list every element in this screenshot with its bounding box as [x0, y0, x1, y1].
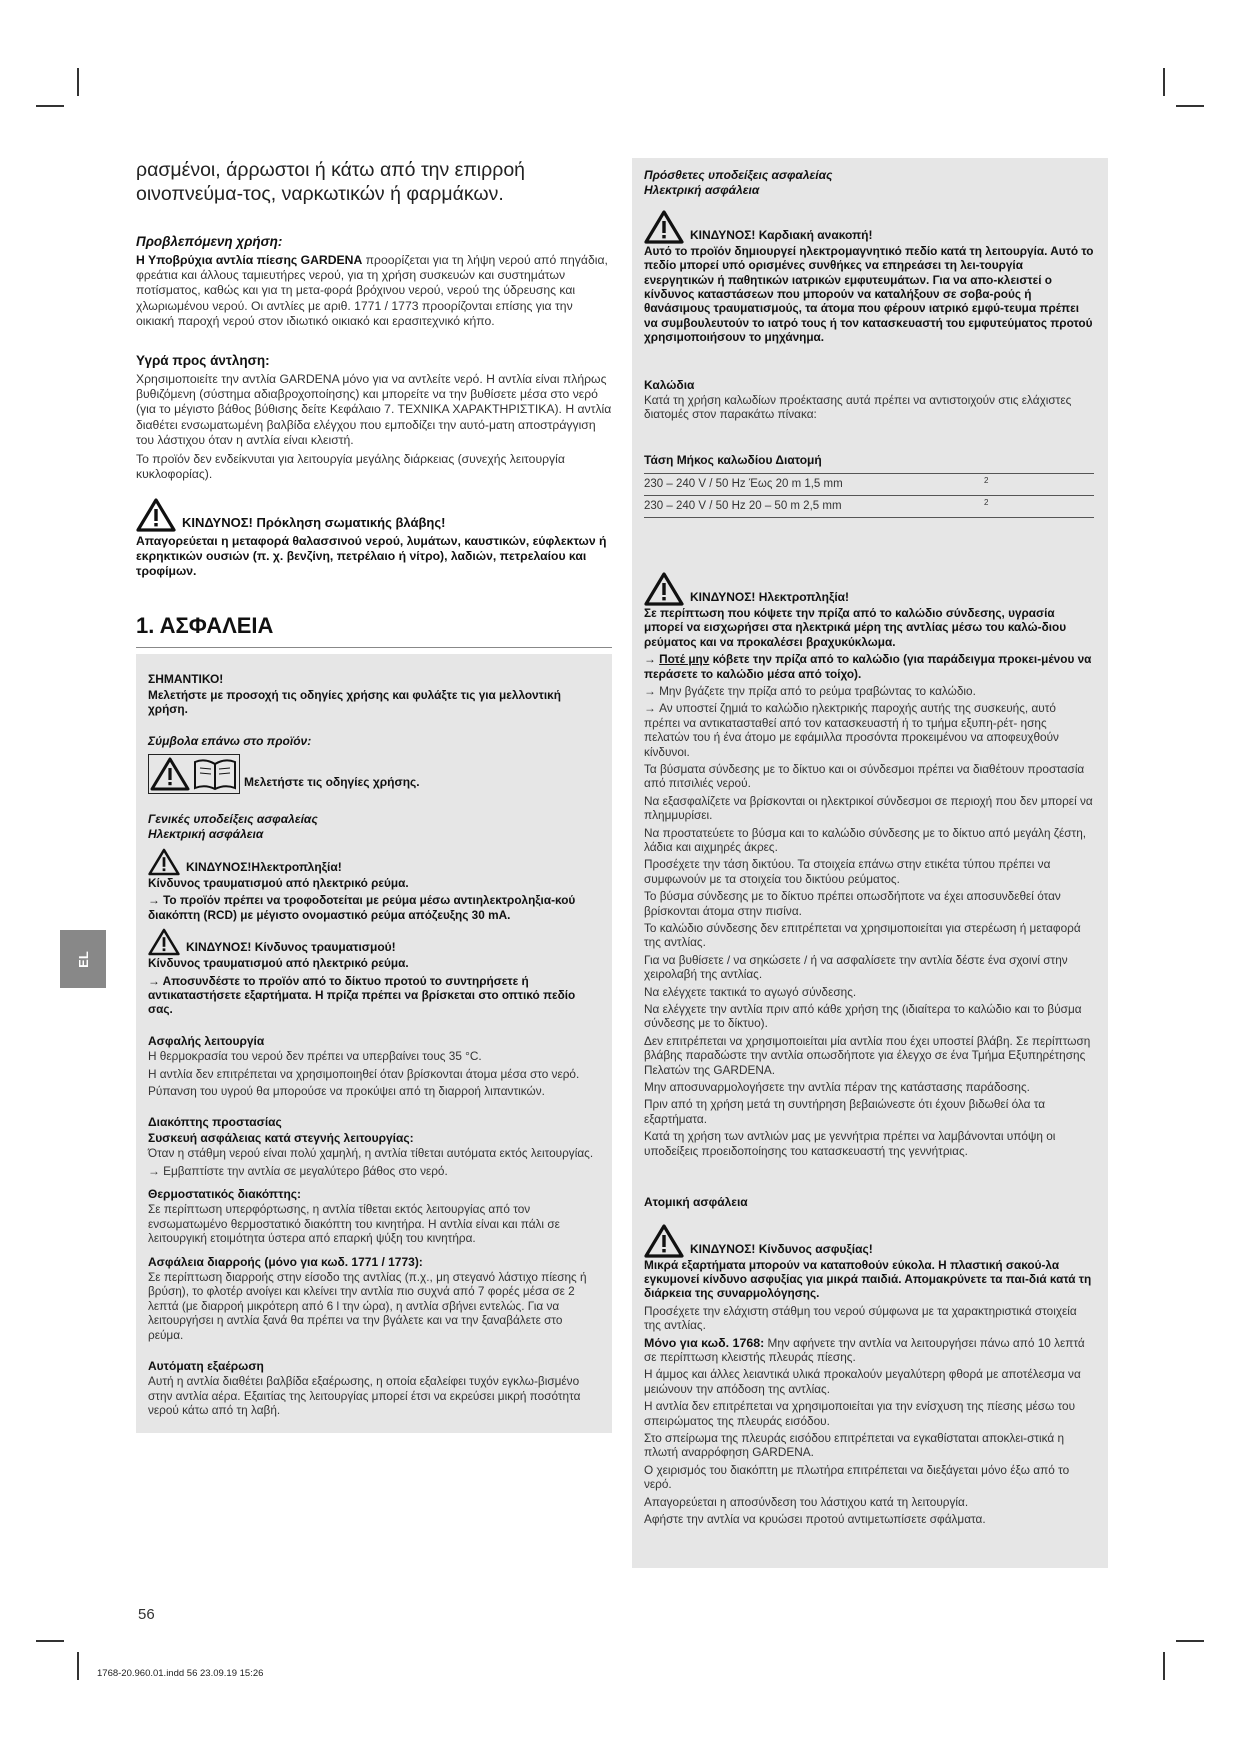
- shock-warning: [644, 572, 1094, 759]
- cardiac-warning: [644, 210, 1094, 345]
- electrical-paragraph: Να ελέγχετε την αντλία πριν από κάθε χρήση της (ιδιαίτερα το καλώδιο και το βύσμα σύνδεσης με το δίκτυο).: [644, 1002, 1082, 1031]
- electrical-paragraph: Κατά τη χρήση των αντλιών μας με γεννήτρια πρέπει να λαμβάνονται υπόψη οι υποδείξεις προειδοποίησης του κατασκευαστή της γεννήτριας.: [644, 1129, 1056, 1158]
- electrical-paragraph: Για να βυθίσετε / να σηκώσετε / ή να ασφαλίσετε την αντλία δέστε ένα σχοινί στην χειρολαβή της αντλίας.: [644, 952, 1068, 982]
- dry-run-heading: Συσκευή ασφάλειας κατά στεγνής λειτουργίας:: [148, 1130, 414, 1145]
- electrical-paragraph: Το καλώδιο σύνδεσης δεν επιτρέπεται να χρησιμοποιείται για στερέωση ή μεταφορά της αντλίας.: [644, 921, 1081, 950]
- liquids-text-2: Το προϊόν δεν ενδείκνυται για λειτουργία μεγάλης διάρκειας (συνεχής λειτουργία κυκλοφορίας).: [136, 452, 565, 482]
- thermostat-text: Σε περίπτωση υπερφόρτωσης, η αντλία τίθεται εκτός λειτουργίας από τον ενσωματωμένο θερμοστατικό διακόπτη του κινητήρα. Η αντλία είναι και πάλι σε λειτουργική ετοιμότητα ύστερα από επαρκή ψύξη του κινητήρα.: [148, 1202, 560, 1246]
- danger-injury2-item: → Αποσυνδέστε το προϊόν από το δίκτυο προτού το συντηρήσετε ή αντικαταστήσετε εξαρτήματα. Η πρίζα πρέπει να βρίσκεται στο οπτικό πεδίο σας.: [148, 973, 576, 1017]
- left-column: [136, 158, 612, 1433]
- personal-paragraph: Στο σπείρωμα της πλευράς εισόδου επιτρέπεται να εγκαθίσταται αποκλει-στικά η πλωτή αναρρόφηση GARDENA.: [644, 1430, 1065, 1460]
- shock-body: Σε περίπτωση που κόψετε την πρίζα από το καλώδιο σύνδεσης, υγρασία μπορεί να εισχωρήσει στα ηλεκτρικά μέρη της αντλίας μέσω του καλώ-διου ρεύματος και να προκαλέσει βραχυκύκλωμα.: [644, 605, 1067, 649]
- electrical-paragraph: Να προστατεύετε το βύσμα και το καλώδιο σύνδεσης με το δίκτυο από μεγάλη ζέστη, λάδια και αιχμηρές άκρες.: [644, 825, 1087, 854]
- cable-table-header: Τάση Μήκος καλωδίου Διατομή: [644, 449, 1094, 474]
- personal-paragraph: Αφήστε την αντλία να κρυώσει προτού αντιμετωπίσετε σφάλματα.: [644, 1512, 986, 1526]
- crop-mark: [1163, 1652, 1165, 1680]
- crop-mark: [36, 1640, 64, 1642]
- additional-safety-heading: Πρόσθετες υποδείξεις ασφαλείας: [644, 168, 833, 182]
- electrical-paragraph: Πριν από τη χρήση μετά τη συντήρηση βεβαιώνεστε ότι έχουν βιδωθεί όλα τα εξαρτήματα.: [644, 1097, 1046, 1126]
- shock-item-1: → Ποτέ μην κόβετε την πρίζα από το καλώδιο (για παράδειγμα προκει-μένου να περάσετε το καλώδιο μέσα από τοίχο).: [644, 652, 1092, 681]
- thermostat-heading: Θερμοστατικός διακόπτης:: [148, 1186, 302, 1201]
- danger-injury2-warning: [148, 928, 598, 1017]
- danger-injury-warning: [136, 498, 612, 579]
- cable-table-row: 230 – 240 V / 50 Hz Έως 20 m 1,5 mm 2: [644, 474, 1094, 496]
- cable-table: [644, 449, 1094, 518]
- personal-paragraph: Προσέχετε την ελάχιστη στάθμη του νερού σύμφωνα με τα χαρακτηριστικά στοιχεία της αντλίας.: [644, 1303, 1077, 1333]
- important-text: Μελετήστε με προσοχή τις οδηγίες χρήσης και φυλάξτε τις για μελλοντική χρήση.: [148, 687, 561, 717]
- warning-triangle-icon: [136, 498, 176, 532]
- crop-mark: [1176, 1640, 1204, 1642]
- symbols-heading: Σύμβολα επάνω στο προϊόν:: [148, 733, 312, 748]
- safety-box: [136, 654, 612, 1432]
- additional-safety-box: [632, 158, 1108, 1568]
- personal-paragraph: Απαγορεύεται η αποσύνδεση του λάστιχου κατά τη λειτουργία.: [644, 1494, 969, 1509]
- intended-use-text: Η Υποβρύχια αντλία πίεσης GARDENA προορίζεται για τη λήψη νερού από πηγάδια, φρεάτια και άλλους ταμιευτήρες νερού, για τη χρήση συσκευών και συστημάτων ποτίσματος, καθώς και για τη μετα-φορά βρόχινου νερού, νερού της ύδρευσης και χλωριωμένου νερού. Οι αντλίες με αριθ. 1771 / 1773 προορίζονται επίσης για την οικιακή παροχή νερού στον ιδιωτικό οικιακό και ερασιτεχνικό κήπο.: [136, 253, 608, 328]
- warning-triangle-icon: [644, 1224, 684, 1258]
- crop-mark: [1163, 68, 1165, 96]
- warning-triangle-icon: [148, 928, 180, 956]
- section-title: 1. ΑΣΦΑΛΕΙΑ: [136, 613, 274, 639]
- cables-text: Κατά τη χρήση καλωδίων προέκτασης αυτά πρέπει να αντιστοιχούν στις ελάχιστες διατομές στον παρακάτω πίνακα:: [644, 393, 1072, 422]
- personal-paragraph: Η άμμος και άλλες λειαντικά υλικά προκαλούν μεγαλύτερη φθορά με αποτέλεσμα να μειώνουν την απόδοση της αντλίας.: [644, 1367, 1081, 1396]
- cable-table-row: 230 – 240 V / 50 Hz 20 – 50 m 2,5 mm 2: [644, 496, 1094, 518]
- personal-paragraph: Η αντλία δεν επιτρέπεται να χρησιμοποιείται για την ενίσχυση της πίεσης μέσω του σπειρώματος της πλευράς εισόδου.: [644, 1399, 1076, 1428]
- language-tab: EL: [60, 930, 106, 988]
- warning-triangle-icon: [644, 210, 684, 244]
- cardiac-title: ΚΙΝΔΥΝΟΣ! Καρδιακή ανακοπή!: [690, 227, 873, 242]
- personal-paragraph-1768: Μόνο για κωδ. 1768: Μην αφήνετε την αντλία να λειτουργήσει πάνω από 10 λεπτά σε περίπτωση κλειστής πλευράς πίεσης.: [644, 1335, 1085, 1364]
- print-footer: 1768-20.960.01.indd 56 23.09.19 15:26: [97, 1668, 264, 1679]
- danger-injury2-title: ΚΙΝΔΥΝΟΣ! Κίνδυνος τραυματισμού!: [186, 940, 396, 955]
- shock-item-3: → Αν υποστεί ζημιά το καλώδιο ηλεκτρικής παροχής αυτής της συσκευής, αυτό πρέπει να αντικατασταθεί από τον κατασκευαστή ή το τμήμα εξυπη-ρέτ- ησης πελατών του ή ένα άτομο με εφάμιλλα προσόντα προκειμένου να αποφευχθούν κίνδυνοι.: [644, 701, 1059, 759]
- venting-heading: Αυτόματη εξαέρωση: [148, 1359, 264, 1374]
- danger-injury-body: Απαγορεύεται η μεταφορά θαλασσινού νερού, λυμάτων, καυστικών, εύφλεκτων ή εκρηκτικών ουσιών (π. χ. βενζίνη, πετρέλαιο ή νίτρο), λαδιών, πετρελαίου και τροφίμων.: [136, 534, 607, 579]
- right-column: [632, 158, 1108, 1568]
- safe-operation-text-1: Η θερμοκρασία του νερού δεν πρέπει να υπερβαίνει τους 35 °C.: [148, 1049, 482, 1064]
- danger-shock-item: → Το προϊόν πρέπει να τροφοδοτείται με ρεύμα μέσω αντιηλεκτροληξια-κού διακόπτη (RCD) με μέγιστο ονομαστικό ρεύμα απόζευξης 30 mA.: [148, 893, 576, 922]
- dry-run-item: → Εμβαπτίστε την αντλία σε μεγαλύτερο βάθος στο νερό.: [148, 1163, 448, 1178]
- electrical-safety-heading: Ηλεκτρική ασφάλεια: [148, 827, 264, 842]
- leak-heading: Ασφάλεια διαρροής (μόνο για κωδ. 1771 / 1773):: [148, 1254, 423, 1269]
- crop-mark: [77, 1652, 79, 1680]
- symbols-text: Μελετήστε τις οδηγίες χρήσης.: [244, 775, 420, 790]
- electrical-paragraph: Μην αποσυναρμολογήσετε την αντλία πέραν της κατάστασης παράδοσης.: [644, 1080, 1030, 1095]
- warning-triangle-icon: [148, 848, 180, 876]
- electrical-paragraph: Τα βύσματα σύνδεσης με το δίκτυο και οι σύνδεσμοι πρέπει να διαθέτουν προστασία από πιτσιλιές νερού.: [644, 761, 1085, 791]
- protection-switch-heading: Διακόπτης προστασίας: [148, 1115, 282, 1130]
- suffocation-title: ΚΙΝΔΥΝΟΣ! Κίνδυνος ασφυξίας!: [690, 1241, 873, 1256]
- electrical-safety-heading: Ηλεκτρική ασφάλεια: [644, 183, 760, 198]
- venting-text: Αυτή η αντλία διαθέτει βαλβίδα εξαέρωσης, η οποία εξαλείφει τυχόν εγκλω-βισμένο στην αντλία αέρα. Εξαιτίας της λειτουργίας μπορεί έτσι να εκρεύσει μικρή ποσότητα νερού κάτω από τη λαβή.: [148, 1374, 581, 1418]
- crop-mark: [77, 68, 79, 96]
- safe-operation-heading: Ασφαλής λειτουργία: [148, 1033, 265, 1048]
- symbol-frame: [148, 754, 240, 794]
- crop-mark: [1176, 105, 1204, 107]
- warning-triangle-icon: [644, 572, 684, 606]
- danger-shock-title: ΚΙΝΔΥΝΟΣ!Ηλεκτροπληξία!: [186, 859, 342, 874]
- leak-text: Σε περίπτωση διαρροής στην είσοδο της αντλίας (π.χ., μη στεγανό λάστιχο πίεσης ή βρύση), το φλοτέρ ανοίγει και κλείνει την αντλία πιο συχνά από 7 φορές μέσα σε 2 λεπτά (με διαρροή μικρότερη από 6 l την ώρα), η αντλία σβήνει εντελώς. Για να λειτουργήσει η αντλία ξανά θα πρέπει να την βγάλετε και να την ξαναβάλετε στο ρεύμα.: [148, 1270, 587, 1342]
- electrical-paragraph: Προσέχετε την τάση δικτύου. Τα στοιχεία επάνω στην ετικέτα τύπου πρέπει να συμφωνούν με τα στοιχεία του δικτύου ρεύματος.: [644, 857, 1051, 886]
- danger-injury2-body: Κίνδυνος τραυματισμού από ηλεκτρικό ρεύμα.: [148, 956, 409, 971]
- shock-title: ΚΙΝΔΥΝΟΣ! Ηλεκτροπληξία!: [690, 589, 850, 604]
- shock-item-2: → Μην βγάζετε την πρίζα από το ρεύμα τραβώντας το καλώδιο.: [644, 683, 976, 698]
- cardiac-body: Αυτό το προϊόν δημιουργεί ηλεκτρομαγνητικό πεδίο κατά τη λειτουργία. Αυτό το πεδίο μπορεί υπό ορισμένες συνθήκες να επηρεάσει τη λει-τουργία ενεργητικών ή παθητικών ιατρικών εμφυτευμάτων. Για να απο-κλειστεί ο κίνδυνος καταστάσεων που μπορούν να καταλήξουν σε σοβα-ρούς ή θανάσιμους τραυματισμούς, τα άτομα που φέρουν ιατρικό εμφύ-τευμα πρέπει να συμβουλευτούν το ιατρό τους ή τον κατασκευαστή του εμφυτεύματος προτού χρησιμοποιήσουν το μηχάνημα.: [644, 243, 1094, 345]
- safe-operation-text-2: Η αντλία δεν επιτρέπεται να χρησιμοποιηθεί όταν βρίσκονται άτομα μέσα στο νερό.: [148, 1066, 580, 1081]
- page-number: 56: [138, 1606, 155, 1623]
- intended-use-heading: Προβλεπόμενη χρήση:: [136, 234, 283, 249]
- important-heading: ΣΗΜΑΝΤΙΚΟ!: [148, 672, 224, 687]
- crop-mark: [36, 105, 64, 107]
- cables-heading: Καλώδια: [644, 377, 695, 392]
- warning-triangle-icon: [149, 756, 191, 792]
- danger-shock-body: Κίνδυνος τραυματισμού από ηλεκτρικό ρεύμα.: [148, 875, 409, 890]
- danger-shock-warning: [148, 848, 598, 922]
- personal-paragraph: Ο χειρισμός του διακόπτη με πλωτήρα επιτρέπεται να διεξάγεται μόνο έξω από το νερό.: [644, 1462, 1070, 1492]
- electrical-paragraph: Να εξασφαλίζετε να βρίσκονται οι ηλεκτρικοί σύνδεσμοι σε περιοχή που δεν μπορεί να πλημμυρίσει.: [644, 793, 1093, 823]
- liquids-heading: Υγρά προς άντληση:: [136, 353, 270, 369]
- symbols-row: [148, 754, 598, 794]
- dry-run-text: Όταν η στάθμη νερού είναι πολύ χαμηλή, η αντλία τίθεται αυτόματα εκτός λειτουργίας.: [148, 1146, 594, 1161]
- liquids-text-1: Χρησιμοποιείτε την αντλία GARDENA μόνο για να αντλείτε νερό. Η αντλία είναι πλήρως βυθιζόμενη (σύστημα αδιαβροχοποίησης) και μπορείτε να την βυθίσετε μέσα στο νερό (για το μέγιστο βάθος βύθισης δείτε Κεφάλαιο 7. ΤΕΧΝΙΚΑ ΧΑΡΑΚΤΗΡΙΣΤΙΚΑ). Η αντλία διαθέτει ενσωματωμένη βαλβίδα ελέγχου που εμποδίζει την αυτό-ματη αποστράγγιση του λάστιχου όταν η αντλία είναι κλειστή.: [136, 372, 612, 447]
- suffocation-body: Μικρά εξαρτήματα μπορούν να καταποθούν εύκολα. Η πλαστική σακού-λα εγκυμονεί κίνδυνο ασφυξίας για μικρά παιδιά. Απομακρύνετε τα παι-διά κατά τη διάρκεια της συναρμολόγησης.: [644, 1257, 1092, 1301]
- general-safety-heading: Γενικές υποδείξεις ασφαλείας: [148, 812, 318, 827]
- intro-continuation: ρασμένοι, άρρωστοι ή κάτω από την επιρροή οινοπνεύμα-τος, ναρκωτικών ή φαρμάκων.: [136, 159, 526, 205]
- suffocation-warning: [644, 1224, 1094, 1301]
- safe-operation-text-3: Ρύπανση του υγρού θα μπορούσε να προκύψει από τη διαρροή λιπαντικών.: [148, 1083, 545, 1098]
- electrical-paragraph: Το βύσμα σύνδεσης με το δίκτυο πρέπει οπωσδήποτε να έχει αποσυνδεθεί όταν βρίσκονται άτομα στην πισίνα.: [644, 889, 1061, 918]
- manual-book-icon: [191, 756, 239, 792]
- electrical-paragraph: Να ελέγχετε τακτικά το αγωγό σύνδεσης.: [644, 984, 857, 999]
- electrical-paragraph: Δεν επιτρέπεται να χρησιμοποιείται μία αντλία που έχει υποστεί βλάβη. Σε περίπτωση βλάβης παραδώστε την αντλία οπωσδήποτε για έλεγχο σε ένα Τμήμα Εξυπηρέτησης Πελατών της GARDENA.: [644, 1033, 1091, 1077]
- personal-safety-heading: Ατομική ασφάλεια: [644, 1195, 748, 1210]
- danger-injury-title: ΚΙΝΔΥΝΟΣ! Πρόκληση σωματικής βλάβης!: [182, 515, 446, 531]
